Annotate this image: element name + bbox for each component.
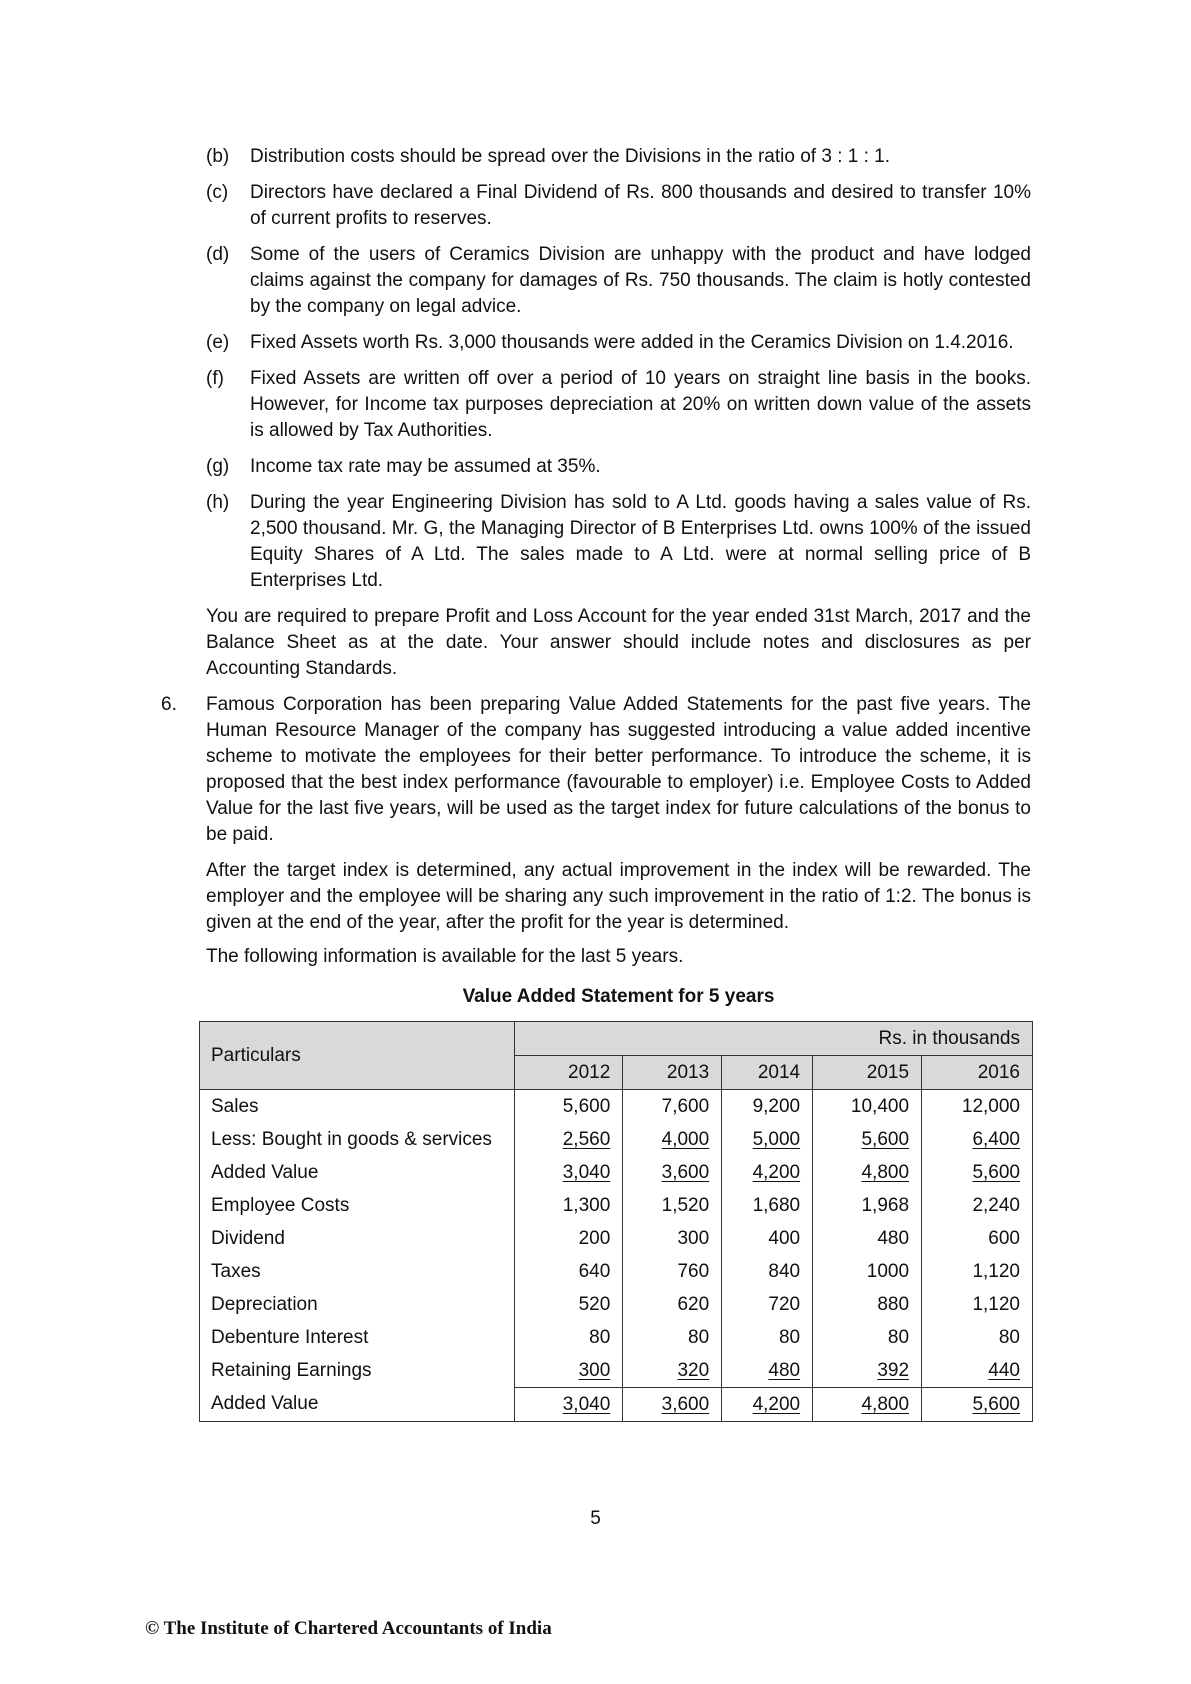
item-d: [206, 242, 1031, 320]
cell-value: 5,600: [972, 1393, 1020, 1415]
table-row: [200, 1354, 1033, 1388]
cell-value: 600: [922, 1222, 1033, 1255]
cell-value: 4,800: [861, 1393, 910, 1415]
units-label: Rs. in thousands: [515, 1022, 1033, 1056]
table-row: [200, 1255, 1033, 1288]
cell-value: 880: [813, 1288, 922, 1321]
row-label: Dividend: [200, 1222, 515, 1255]
cell-value: 760: [623, 1255, 722, 1288]
cell-value: 9,200: [722, 1090, 813, 1124]
cell-value: 4,200: [752, 1161, 801, 1183]
cell-value: 80: [623, 1321, 722, 1354]
header-particulars: Particulars: [200, 1022, 515, 1090]
row-label: Added Value: [200, 1388, 515, 1422]
table-row: [200, 1222, 1033, 1255]
cell-value: 840: [722, 1255, 813, 1288]
cell-value: 6,400: [972, 1128, 1020, 1150]
table-row-total: [200, 1388, 1033, 1422]
cell-value: 480: [813, 1222, 922, 1255]
item-c: [206, 180, 1031, 232]
item-text: Some of the users of Ceramics Division are unhappy with the product and have lodged claims against the company for damages of Rs. 750 thousands. The claim is hotly contested by the company on legal advice.: [250, 244, 1031, 317]
cell-value: 1,120: [922, 1255, 1033, 1288]
item-h: [206, 490, 1031, 594]
cell-value: 1,120: [922, 1288, 1033, 1321]
year-header: 2012: [515, 1056, 623, 1090]
cell-value: 5,000: [752, 1128, 801, 1150]
cell-value: 2,240: [922, 1189, 1033, 1222]
cell-value: 5,600: [515, 1090, 623, 1124]
table-caption: Value Added Statement for 5 years: [462, 986, 775, 1007]
cell-value: 5,600: [861, 1128, 910, 1150]
item-label: (d): [206, 244, 230, 265]
table-row: [200, 1288, 1033, 1321]
cell-value: 5,600: [972, 1161, 1020, 1183]
item-text: Income tax rate may be assumed at 35%.: [250, 456, 601, 477]
item-b: [206, 144, 1031, 170]
cell-value: 300: [578, 1359, 611, 1381]
cell-value: 320: [677, 1359, 710, 1381]
cell-value: 3,040: [562, 1161, 611, 1183]
item-label: (e): [206, 332, 230, 353]
cell-value: 300: [623, 1222, 722, 1255]
cell-value: 12,000: [922, 1090, 1033, 1124]
question-paragraph: The following information is available for the last 5 years.: [206, 946, 684, 967]
row-label: Depreciation: [200, 1288, 515, 1321]
row-label: Less: Bought in goods & services: [200, 1123, 515, 1156]
value-added-table: [199, 1021, 1033, 1422]
cell-value: 80: [922, 1321, 1033, 1354]
item-text: Fixed Assets worth Rs. 3,000 thousands were added in the Ceramics Division on 1.4.2016.: [250, 332, 1014, 353]
cell-value: 1000: [813, 1255, 922, 1288]
row-label: Taxes: [200, 1255, 515, 1288]
cell-value: 3,040: [562, 1393, 611, 1415]
item-label: (c): [206, 182, 229, 203]
item-label: (h): [206, 492, 230, 513]
cell-value: 80: [813, 1321, 922, 1354]
table-row: [200, 1123, 1033, 1156]
cell-value: 1,968: [813, 1189, 922, 1222]
year-header: 2014: [722, 1056, 813, 1090]
cell-value: 80: [722, 1321, 813, 1354]
cell-value: 440: [988, 1359, 1020, 1381]
item-text: During the year Engineering Division has sold to A Ltd. goods having a sales value of Rs. 2,500 thousand. Mr. G, the Managing Director of B Enterprises Ltd. owns 100% of the issued Equity Shares of A Ltd. The sales made to A Ltd. were at normal selling price of B Enterprises Ltd.: [250, 492, 1031, 591]
cell-value: 1,680: [722, 1189, 813, 1222]
cell-value: 3,600: [661, 1393, 710, 1415]
question-paragraph: After the target index is determined, any actual improvement in the index will be rewarded. The employer and the employee will be sharing any such improvement in the ratio of 1:2. The bonus is given at the end of the year, after the profit for the year is determined.: [206, 860, 1031, 933]
item-g: [206, 454, 1031, 480]
footer-copyright: © The Institute of Chartered Accountants of India: [145, 1618, 552, 1639]
item-text: Directors have declared a Final Dividend of Rs. 800 thousands and desired to transfer 10% of current profits to reserves.: [250, 182, 1031, 229]
cell-value: 392: [877, 1359, 910, 1381]
year-header: 2015: [813, 1056, 922, 1090]
row-label: Sales: [200, 1090, 515, 1124]
cell-value: 640: [515, 1255, 623, 1288]
table-row: [200, 1321, 1033, 1354]
row-label: Added Value: [200, 1156, 515, 1189]
row-label: Retaining Earnings: [200, 1354, 515, 1388]
cell-value: 2,560: [562, 1128, 611, 1150]
table-row: [200, 1090, 1033, 1124]
item-text: Distribution costs should be spread over the Divisions in the ratio of 3 : 1 : 1.: [250, 146, 890, 167]
item-label: (g): [206, 456, 230, 477]
cell-value: 7,600: [623, 1090, 722, 1124]
cell-value: 4,800: [861, 1161, 910, 1183]
table-row: [200, 1156, 1033, 1189]
cell-value: 620: [623, 1288, 722, 1321]
item-e: [206, 330, 1031, 356]
cell-value: 400: [722, 1222, 813, 1255]
page-number: 5: [590, 1508, 601, 1529]
cell-value: 480: [768, 1359, 801, 1381]
cell-value: 80: [515, 1321, 623, 1354]
row-label: Employee Costs: [200, 1189, 515, 1222]
item-text: Fixed Assets are written off over a period of 10 years on straight line basis in the books. However, for Income tax purposes depreciation at 20% on written down value of the assets is allowed by Tax Authorities.: [250, 368, 1031, 441]
cell-value: 720: [722, 1288, 813, 1321]
year-header: 2013: [623, 1056, 722, 1090]
item-label: (b): [206, 146, 230, 167]
cell-value: 1,520: [623, 1189, 722, 1222]
cell-value: 10,400: [813, 1090, 922, 1124]
item-label: (f): [206, 368, 224, 389]
question-paragraph: Famous Corporation has been preparing Value Added Statements for the past five years. The Human Resource Manager of the company has suggested introducing a value added incentive scheme to motivate the employees for their better performance. To introduce the scheme, it is proposed that the best index performance (favourable to employer) i.e. Employee Costs to Added Value for the last five years, will be used as the target index for future calculations of the bonus to be paid.: [206, 694, 1031, 845]
year-header: 2016: [922, 1056, 1033, 1090]
cell-value: 4,200: [752, 1393, 801, 1415]
cell-value: 3,600: [661, 1161, 710, 1183]
cell-value: 200: [515, 1222, 623, 1255]
cell-value: 1,300: [515, 1189, 623, 1222]
required-instruction: You are required to prepare Profit and Loss Account for the year ended 31st March, 2017 and the Balance Sheet as at the date. Your answer should include notes and disclosures as per Accounting Standards.: [206, 606, 1031, 679]
question-number: 6.: [161, 694, 177, 715]
row-label: Debenture Interest: [200, 1321, 515, 1354]
table-row: [200, 1189, 1033, 1222]
cell-value: 4,000: [661, 1128, 710, 1150]
item-f: [206, 366, 1031, 444]
cell-value: 520: [515, 1288, 623, 1321]
